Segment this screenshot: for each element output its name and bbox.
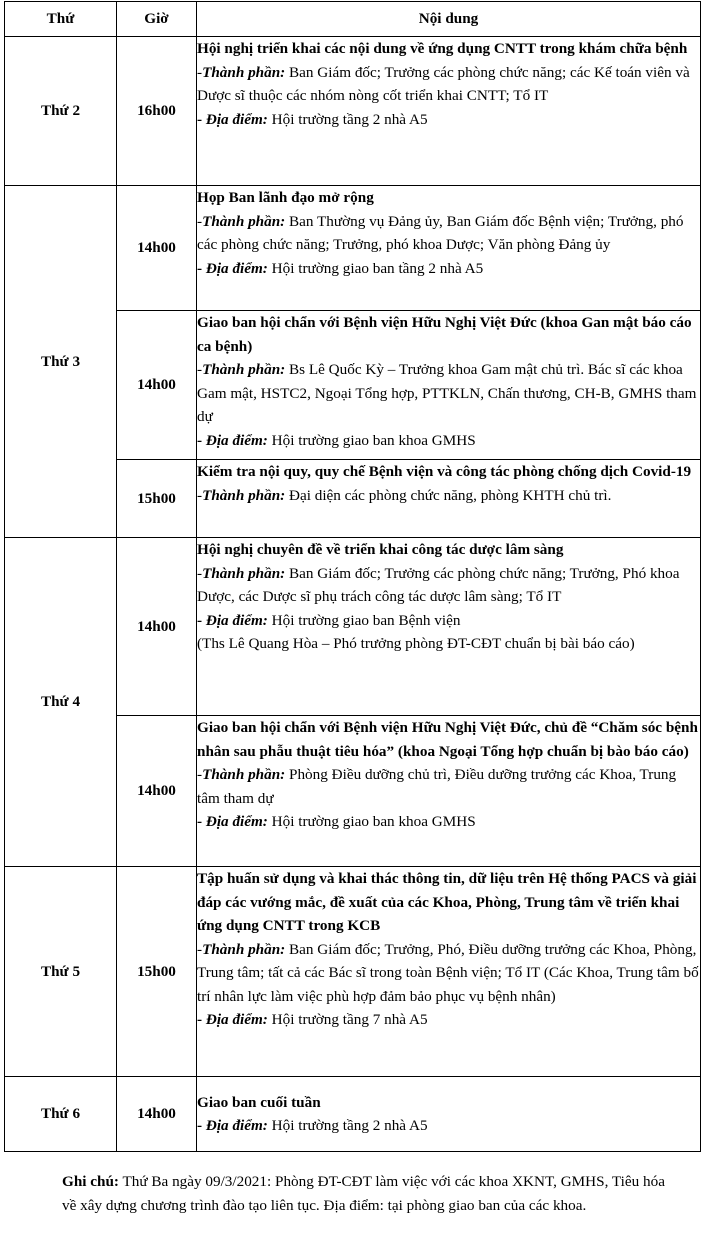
participants-label: Thành phần: — [202, 63, 286, 81]
content-cell — [197, 716, 701, 867]
event-title: Hội nghị chuyên đề về triển khai công tác dược lâm sàng — [197, 541, 564, 558]
location-line: - Địa điểm: Hội trường tầng 2 nhà A5 — [197, 1117, 428, 1134]
footnote — [62, 1170, 682, 1218]
location-label: Địa điểm: — [205, 259, 268, 277]
event-title: Giao ban cuối tuần — [197, 1093, 321, 1111]
time-cell: 14h00 — [117, 716, 197, 867]
participants-line: -Thành phần: Ban Giám đốc; Trưởng, Phó, Điều dưỡng trưởng các Khoa, Phòng, Trung tâm; tất cả các Bác sĩ trong toàn Bệnh viện; Tổ IT (Các Khoa, Trung tâm bố trí nhân lực làm việc phù hợp đảm bảo phục vụ bệnh nhân) — [197, 940, 699, 1005]
time-cell: 14h00 — [117, 186, 197, 311]
time-cell: 15h00 — [117, 867, 197, 1077]
participants-text: Bs Lê Quốc Kỳ – Trưởng khoa Gam mật chủ trì. Bác sĩ các khoa Gam mật, HSTC2, Ngoại Tổng hợp, PTTKLN, Chấn thương, CH-B, GMHS tham dự — [197, 361, 697, 425]
location-label: Địa điểm: — [205, 611, 268, 629]
note-text: Thứ Ba ngày 09/3/2021: Phòng ĐT-CĐT làm việc với các khoa XKNT, GMHS, Tiêu hóa về xây dựng chương trình đào tạo liên tục. Địa điểm: tại phòng giao ban của các khoa. — [62, 1173, 665, 1214]
location-text: Hội trường giao ban khoa GMHS — [271, 813, 476, 830]
participants-text: Ban Giám đốc; Trưởng các phòng chức năng; Trưởng, Phó khoa Dược, các Dược sĩ phụ trách công tác dược lâm sàng; Tổ IT — [197, 564, 680, 605]
participants-text: Ban Thường vụ Đảng ủy, Ban Giám đốc Bệnh viện; Trưởng, phó các phòng chức năng; Trưởng, phó khoa Dược; Văn phòng Đảng ủy — [197, 212, 684, 253]
table-row — [5, 867, 701, 1077]
time-cell: 14h00 — [117, 1077, 197, 1152]
day-cell: Thứ 5 — [5, 867, 117, 1077]
table-row — [5, 538, 701, 716]
location-text: Hội trường tầng 2 nhà A5 — [271, 1117, 428, 1134]
day-cell: Thứ 2 — [5, 37, 117, 186]
participants-line: -Thành phần: Ban Giám đốc; Trưởng các phòng chức năng; các Kế toán viên và Dược sĩ thuộc các nhóm nòng cốt triển khai CNTT; Tổ IT — [197, 63, 690, 104]
time-cell: 14h00 — [117, 311, 197, 460]
content-cell — [197, 37, 701, 186]
location-text: Hội trường tầng 2 nhà A5 — [271, 110, 428, 128]
time-cell: 15h00 — [117, 460, 197, 538]
content-cell — [197, 1077, 701, 1152]
schedule-table — [4, 1, 701, 1152]
event-title: Giao ban hội chẩn với Bệnh viện Hữu Nghị Việt Đức (khoa Gan mật báo cáo ca bệnh) — [197, 314, 692, 355]
day-cell: Thứ 4 — [5, 538, 117, 867]
participants-label: Thành phần: — [202, 940, 286, 958]
participants-line: -Thành phần: Bs Lê Quốc Kỳ – Trưởng khoa Gam mật chủ trì. Bác sĩ các khoa Gam mật, HSTC2, Ngoại Tổng hợp, PTTKLN, Chấn thương, CH-B, GMHS tham dự — [197, 361, 697, 425]
participants-label: Thành phần: — [202, 361, 286, 378]
content-cell — [197, 867, 701, 1077]
participants-text: Đại diện các phòng chức năng, phòng KHTH chủ trì. — [289, 486, 612, 504]
content-cell — [197, 186, 701, 311]
header-row — [5, 2, 701, 37]
presenter-note: (Ths Lê Quang Hòa – Phó trưởng phòng ĐT-CĐT chuẩn bị bài báo cáo) — [197, 635, 635, 652]
location-text: Hội trường tầng 7 nhà A5 — [271, 1011, 428, 1028]
header-time: Giờ — [117, 2, 197, 37]
participants-label: Thành phần: — [202, 564, 286, 582]
day-cell: Thứ 6 — [5, 1077, 117, 1152]
content-cell — [197, 460, 701, 538]
header-day: Thứ — [5, 2, 117, 37]
location-line: - Địa điểm: Hội trường tầng 7 nhà A5 — [197, 1011, 428, 1028]
table-row — [5, 186, 701, 311]
location-label: Địa điểm: — [205, 110, 268, 128]
participants-text: Ban Giám đốc; Trưởng các phòng chức năng; các Kế toán viên và Dược sĩ thuộc các nhóm nòng cốt triển khai CNTT; Tổ IT — [197, 63, 690, 104]
participants-text: Phòng Điều dưỡng chủ trì, Điều dưỡng trưởng các Khoa, Trung tâm tham dự — [197, 766, 677, 807]
location-label: Địa điểm: — [205, 1011, 268, 1028]
location-line: - Địa điểm: Hội trường tầng 2 nhà A5 — [197, 110, 428, 128]
participants-label: Thành phần: — [202, 486, 286, 504]
location-text: Hội trường giao ban tầng 2 nhà A5 — [271, 259, 484, 277]
location-line: - Địa điểm: Hội trường giao ban khoa GMHS — [197, 431, 476, 449]
content-cell — [197, 538, 701, 716]
event-title: Họp Ban lãnh đạo mở rộng — [197, 189, 374, 206]
participants-line: -Thành phần: Đại diện các phòng chức năng, phòng KHTH chủ trì. — [197, 486, 612, 504]
location-label: Địa điểm: — [205, 813, 268, 830]
event-title: Tập huấn sử dụng và khai thác thông tin, dữ liệu trên Hệ thống PACS và giải đáp các vướng mắc, đề xuất của các Khoa, Phòng, Trung tâm về triển khai ứng dụng CNTT trong KCB — [197, 870, 697, 934]
location-line: - Địa điểm: Hội trường giao ban khoa GMHS — [197, 813, 476, 830]
participants-label: Thành phần: — [202, 766, 286, 783]
note-label: Ghi chú: — [62, 1173, 119, 1190]
day-cell: Thứ 3 — [5, 186, 117, 538]
participants-text: Ban Giám đốc; Trưởng, Phó, Điều dưỡng trưởng các Khoa, Phòng, Trung tâm; tất cả các Bác sĩ trong toàn Bệnh viện; Tổ IT (Các Khoa, Trung tâm bố trí nhân lực làm việc phù hợp đảm bảo phục vụ bệnh nhân) — [197, 940, 699, 1005]
location-text: Hội trường giao ban Bệnh viện — [271, 611, 461, 629]
participants-line: -Thành phần: Ban Giám đốc; Trưởng các phòng chức năng; Trưởng, Phó khoa Dược, các Dược sĩ phụ trách công tác dược lâm sàng; Tổ IT — [197, 564, 680, 605]
location-label: Địa điểm: — [205, 1117, 268, 1134]
event-title: Kiểm tra nội quy, quy chế Bệnh viện và công tác phòng chống dịch Covid-19 — [197, 463, 692, 480]
table-row — [5, 37, 701, 186]
content-cell — [197, 311, 701, 460]
location-label: Địa điểm: — [205, 431, 268, 449]
time-cell: 16h00 — [117, 37, 197, 186]
participants-line: -Thành phần: Ban Thường vụ Đảng ủy, Ban Giám đốc Bệnh viện; Trưởng, phó các phòng chức năng; Trưởng, phó khoa Dược; Văn phòng Đảng ủy — [197, 212, 684, 253]
time-cell: 14h00 — [117, 538, 197, 716]
table-row — [5, 1077, 701, 1152]
location-line: - Địa điểm: Hội trường giao ban Bệnh viện — [197, 611, 461, 629]
participants-label: Thành phần: — [202, 212, 286, 230]
event-title: Giao ban hội chẩn với Bệnh viện Hữu Nghị Việt Đức, chủ đề “Chăm sóc bệnh nhân sau phẫu thuật tiêu hóa” (khoa Ngoại Tổng hợp chuẩn bị bào báo cáo) — [197, 719, 698, 760]
location-line: - Địa điểm: Hội trường giao ban tầng 2 nhà A5 — [197, 259, 484, 277]
header-content: Nội dung — [197, 2, 701, 37]
location-text: Hội trường giao ban khoa GMHS — [271, 431, 476, 449]
participants-line: -Thành phần: Phòng Điều dưỡng chủ trì, Điều dưỡng trưởng các Khoa, Trung tâm tham dự — [197, 766, 677, 807]
event-title: Hội nghị triển khai các nội dung về ứng dụng CNTT trong khám chữa bệnh — [197, 40, 688, 57]
